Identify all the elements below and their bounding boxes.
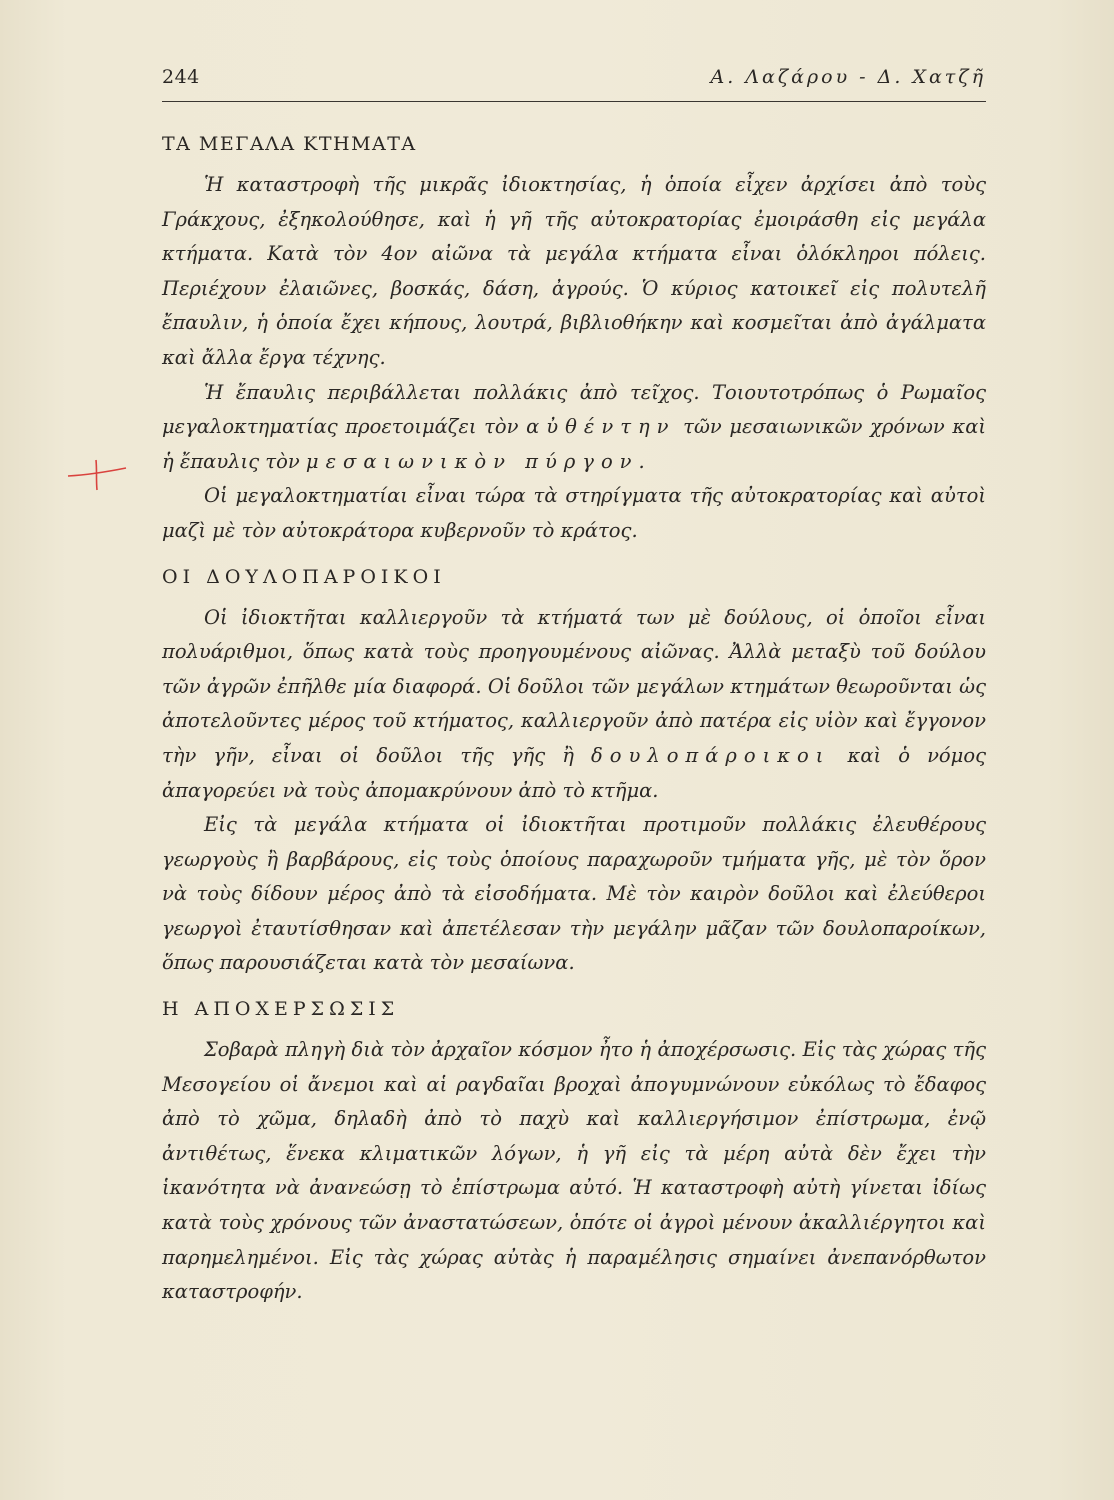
paragraph-text: . [638,449,645,473]
section-gap [162,981,986,995]
paragraph-large-estates-2 [162,376,986,480]
paragraph-large-estates-1: Ἡ καταστροφὴ τῆς μικρᾶς ἰδιοκτησίας, ἡ ὁποία εἶχεν ἀρχίσει ἀπὸ τοὺς Γράκχους, ἐξηκολούθησε, καὶ ἡ γῆ τῆς αὐτοκρατορίας ἐμοιράσθη εἰς μεγάλα κτήματα. Κατὰ τὸν 4ον αἰῶνα τὰ μεγάλα κτήματα εἶναι ὁλόκληροι πόλεις. Περιέχουν ἐλαιῶνες, βοσκάς, δάση, ἀγρούς. Ὁ κύριος κατοικεῖ εἰς πολυτελῆ ἔπαυλιν, ἡ ὁποία ἔχει κήπους, λουτρά, βιβλιοθήκην καὶ κοσμεῖται ἀπὸ ἀγάλματα καὶ ἄλλα ἔργα τέχνης. [162,173,986,369]
page-header [162,66,986,96]
spaced-emphasis-term: μεσαιωνικὸν πύργον [305,449,639,473]
running-title: Α. Λαζάρου - Δ. Χατζῆ [710,66,986,88]
paragraph-text: Οἱ ἰδιοκτῆται καλλιεργοῦν τὰ κτήματά των μὲ δούλους, οἱ ὁποῖοι εἶναι πολυάριθμοι, ὅπως κατὰ τοὺς προηγουμένους αἰῶνας. Ἀλλὰ μεταξὺ τοῦ δούλου τῶν ἀγρῶν ἐπῆλθε μία διαφορά. Οἱ δοῦλοι τῶν μεγάλων κτημάτων θεωροῦνται ὡς ἀποτελοῦντες μέρος τοῦ κτήματος, καλλιεργοῦν ἀπὸ πατέρα εἰς υἱὸν καὶ ἔγγονον τὴν γῆν, εἶναι οἱ δοῦλοι τῆς γῆς ἢ [162,605,986,767]
paragraph-serfs-2: Εἰς τὰ μεγάλα κτήματα οἱ ἰδιοκτῆται προτιμοῦν πολλάκις ἐλευθέρους γεωργοὺς ἢ βαρβάρους, εἰς τοὺς ὁποίους παραχωροῦν τμήματα γῆς, μὲ τὸν ὅρον νὰ τοὺς δίδουν μέρος ἀπὸ τὰ εἰσοδήματα. Μὲ τὸν καιρὸν δοῦλοι καὶ ἐλεύθεροι γεωργοὶ ἐταυτίσθησαν καὶ ἀπετέλεσαν τὴν μεγάλην μᾶζαν τῶν δουλοπαροίκων, ὅπως παρουσιάζεται κατὰ τὸν μεσαίωνα. [162,813,986,975]
margin-cross-mark-icon [66,456,128,492]
section-heading-deforestation: Η ΑΠΟΧΕΡΣΩΣΙΣ [162,998,400,1021]
section-gap [162,549,986,563]
paragraph-large-estates-3: Οἱ μεγαλοκτηματίαι εἶναι τώρα τὰ στηρίγματα τῆς αὐτοκρατορίας καὶ αὐτοὶ μαζὶ μὲ τὸν αὐτοκράτορα κυβερνοῦν τὸ κράτος. [162,484,986,542]
paragraph-text: τῶν μεσαιωνικῶν χρόνων καὶ ἡ ἔπαυλις τὸν [162,415,987,473]
header-rule [162,101,986,102]
page-body [162,130,986,1310]
spaced-emphasis-term: αὐθέντην [526,415,676,439]
spaced-emphasis-term: δουλοπάροικοι [591,743,831,767]
paragraph-text: καὶ ὁ νόμος ἀπαγορεύει νὰ τοὺς ἀπομακρύνουν ἀπὸ τὸ κτῆμα. [162,743,986,802]
section-heading-serfs: ΟΙ ΔΟΥΛΟΠΑΡΟΙΚΟΙ [162,565,446,588]
section-heading-large-estates: ΤΑ ΜΕΓΑΛΑ ΚΤΗΜΑΤΑ [162,133,417,155]
page-number: 244 [162,66,200,88]
paragraph-deforestation-1: Σοβαρὰ πληγὴ διὰ τὸν ἀρχαῖον κόσμον ἦτο ἡ ἀποχέρσωσις. Εἰς τὰς χώρας τῆς Μεσογείου οἱ ἄνεμοι καὶ αἱ ραγδαῖαι βροχαὶ ἀπογυμνώνουν εὐκόλως τὸ ἔδαφος ἀπὸ τὸ χῶμα, δηλαδὴ ἀπὸ τὸ παχὺ καὶ καλλιεργήσιμον ἐπίστρωμα, ἐνῷ ἀντιθέτως, ἕνεκα κλιματικῶν λόγων, ἡ γῆ εἰς τὰ μέρη αὐτὰ δὲν ἔχει τὴν ἱκανότητα νὰ ἀνανεώσῃ τὸ ἐπίστρωμα αὐτό. Ἡ καταστροφὴ αὐτὴ γίνεται ἰδίως κατὰ τοὺς χρόνους τῶν ἀναστατώσεων, ὁπότε οἱ ἀγροὶ μένουν ἀκαλλιέργητοι καὶ παρημελημένοι. Εἰς τὰς χώρας αὐτὰς ἡ παραμέλησις σημαίνει ἀνεπανόρθωτον καταστροφήν. [162,1038,986,1304]
paragraph-serfs-1 [162,601,986,809]
paragraph-text: Ἡ ἔπαυλις περιβάλλεται πολλάκις ἀπὸ τεῖχος. Τοιουτοτρόπως ὁ Ρωμαῖος μεγαλοκτηματίας προετοιμάζει τὸν [162,380,986,439]
